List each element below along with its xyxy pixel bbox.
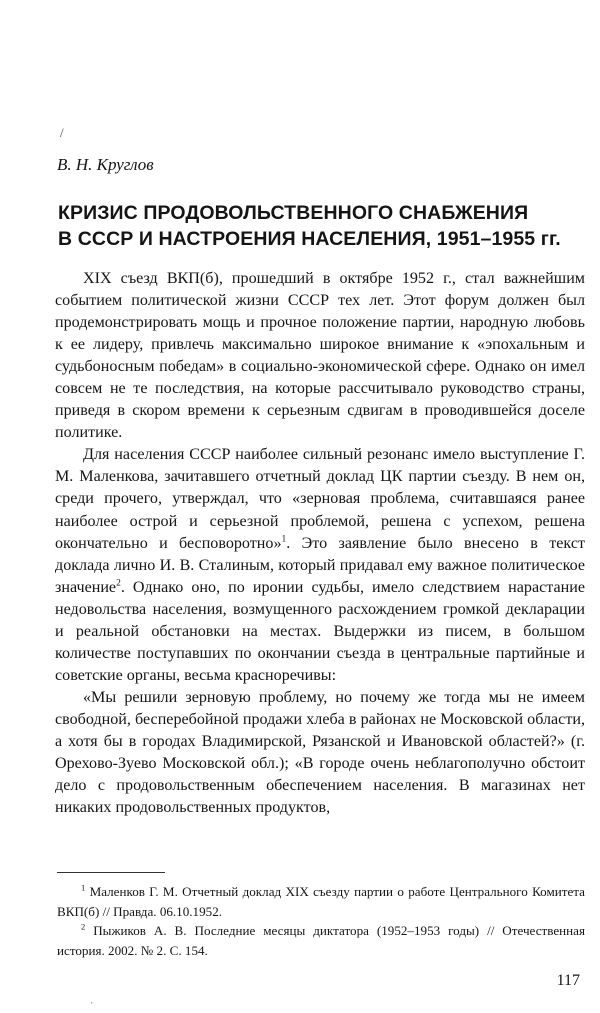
paragraph-2-part-3: . Однако оно, по иронии судьбы, имело следствием нарастание недовольства населения, возмущенного расхождением громкой декларации и реальной обстановки на местах. Выдержки из писем, в большом количестве поступавших по окончании съезда в центральные партийные и советские органы, весьма красноречивы:: [55, 578, 585, 684]
footnote-2: [57, 921, 585, 960]
footnotes: [57, 882, 585, 960]
paragraph-3-quote: «Мы решили зерновую проблему, но почему же тогда мы не имеем свободной, бесперебойной продажи хлеба в районах не Московской области, а хотя бы в городах Владимирской, Рязанской и Ивановской областей?» (г. Орехово-Зуево Московской обл.); «В городе очень неблагополучно обстоит дело с продовольственным обеспечением населения. В магазинах нет никаких продовольственных продуктов,: [55, 688, 585, 817]
footnote-number: 2: [81, 921, 86, 932]
footnote-number: 1: [81, 882, 86, 893]
footnote-ref-2[interactable]: 2: [116, 578, 121, 589]
footnote-text: Маленков Г. М. Отчетный доклад XIX съезду партии о работе Центрального Комитета ВКП(б) // Правда. 06.10.1952.: [57, 884, 585, 919]
paragraph-1: XIX съезд ВКП(б), прошедший в октябре 1952 г., стал важнейшим событием политической жизни СССР тех лет. Этот форум должен был продемонстрировать мощь и прочное положение партии, народную любовь к ее лидеру, привлечь максимально широкое внимание к «эпохальным и судьбоносным победам» в социально-экономической сфере. Однако он имел совсем не те последствия, на которые рассчитывало руководство страны, приведя в скором времени к серьезным сдвигам в проводившейся доселе политике.: [55, 270, 585, 442]
footnote-1: [57, 882, 585, 921]
article-body: [55, 268, 585, 819]
footnote-divider: [57, 872, 165, 873]
article-author: В. Н. Круглов: [57, 155, 154, 174]
paragraph-2-part-1: Для населения СССР наиболее сильный резонанс имело выступление Г. М. Маленкова, зачитавшего отчетный доклад ЦК партии съезду. В нем он, среди прочего, утверждал, что «зерновая проблема, считавшаяся ранее наиболее острой и серьезной проблемой, решена с успехом, решена окончательно и бесповоротно»: [55, 446, 585, 552]
paragraph-2: [55, 444, 585, 687]
scan-mark: ˌ: [90, 992, 94, 1004]
title-line-1: КРИЗИС ПРОДОВОЛЬСТВЕННОГО СНАБЖЕНИЯ: [58, 202, 529, 224]
article-title: [58, 200, 588, 252]
footnote-text: Пыжиков А. В. Последние месяцы диктатора (1952–1953 годы) // Отечественная история. 2002. № 2. С. 154.: [57, 923, 585, 958]
scan-mark: /: [60, 125, 64, 140]
title-line-2: В СССР И НАСТРОЕНИЯ НАСЕЛЕНИЯ, 1951–1955 гг.: [58, 228, 561, 250]
paragraph-2-part-2: . Это заявление было внесено в текст доклада лично И. В. Сталиным, который придавал ему важное политическое значение: [55, 534, 586, 596]
page-number: 117: [556, 972, 580, 989]
footnote-ref-1[interactable]: 1: [281, 534, 287, 545]
